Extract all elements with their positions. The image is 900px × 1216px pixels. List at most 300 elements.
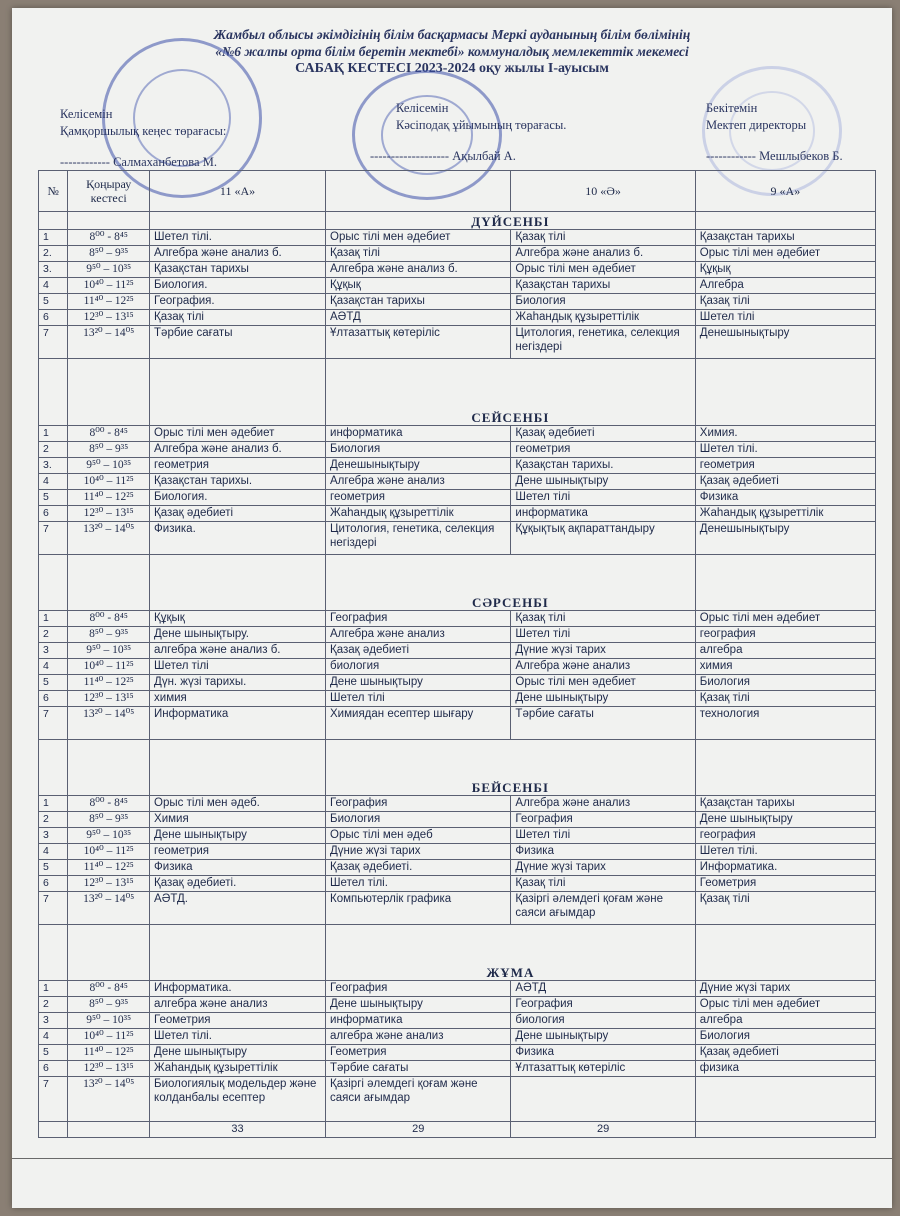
bell-time: 11⁴⁰ – 12²⁵ bbox=[68, 294, 150, 310]
class-blank-subject: Биология bbox=[326, 812, 511, 828]
class-10a-subject: Физика bbox=[511, 844, 695, 860]
bell-time: 10⁴⁰ – 11²⁵ bbox=[68, 278, 150, 294]
bell-time: 13²⁰ – 14⁰⁵ bbox=[68, 326, 150, 359]
class-10a-subject: Шетел тілі bbox=[511, 490, 695, 506]
class-blank-subject: Ұлтазаттық көтеріліс bbox=[326, 326, 511, 359]
bell-time: 9⁵⁰ – 10³⁵ bbox=[68, 1013, 150, 1029]
table-row bbox=[39, 828, 876, 844]
class-10a-subject: геометрия bbox=[511, 442, 695, 458]
class-11a-subject: Қазақ әдебиеті bbox=[150, 506, 326, 522]
class-11a-subject: алгебра және анализ б. bbox=[150, 643, 326, 659]
lesson-number: 2 bbox=[39, 812, 68, 828]
class-blank-subject: Химиядан есептер шығару bbox=[326, 707, 511, 740]
table-row bbox=[39, 1061, 876, 1077]
lesson-number: 4 bbox=[39, 659, 68, 675]
class-11a-subject: Құқық bbox=[150, 611, 326, 627]
table-row bbox=[39, 812, 876, 828]
bell-time: 10⁴⁰ – 11²⁵ bbox=[68, 844, 150, 860]
bell-time: 10⁴⁰ – 11²⁵ bbox=[68, 474, 150, 490]
bell-time: 13²⁰ – 14⁰⁵ bbox=[68, 522, 150, 555]
class-9a-subject: технология bbox=[695, 707, 875, 740]
header-cell-number: № bbox=[39, 171, 68, 212]
lesson-number: 7 bbox=[39, 707, 68, 740]
class-9a-subject: география bbox=[695, 627, 875, 643]
bell-time: 11⁴⁰ – 12²⁵ bbox=[68, 675, 150, 691]
day-header-blank bbox=[39, 925, 68, 981]
day-header-blank bbox=[39, 359, 68, 426]
bell-time: 13²⁰ – 14⁰⁵ bbox=[68, 892, 150, 925]
class-9a-subject: Қазақ тілі bbox=[695, 294, 875, 310]
class-10a-subject: Қазақ тілі bbox=[511, 230, 695, 246]
class-9a-subject: Қазақ тілі bbox=[695, 691, 875, 707]
table-row bbox=[39, 643, 876, 659]
class-10a-subject: Құқықтық ақпараттандыру bbox=[511, 522, 695, 555]
class-11a-subject: геометрия bbox=[150, 844, 326, 860]
lesson-number: 2. bbox=[39, 246, 68, 262]
approval-right-name: ------------ Мешлыбеков Б. bbox=[706, 149, 843, 163]
lesson-number: 6 bbox=[39, 506, 68, 522]
class-10a-subject: Дүние жүзі тарих bbox=[511, 860, 695, 876]
class-10a-subject bbox=[511, 1077, 695, 1122]
approval-left bbox=[60, 106, 226, 171]
day-header-blank bbox=[39, 740, 68, 796]
class-blank-subject: Компьютерлік графика bbox=[326, 892, 511, 925]
class-10a-subject: География bbox=[511, 812, 695, 828]
header-line-1: Жамбыл облысы әкімдігінің білім басқармасы Меркі ауданының білім бөлімінің bbox=[213, 27, 691, 42]
class-11a-subject: Қазақ тілі bbox=[150, 310, 326, 326]
total-cell bbox=[39, 1122, 68, 1138]
class-blank-subject: геометрия bbox=[326, 490, 511, 506]
lesson-number: 5 bbox=[39, 860, 68, 876]
class-9a-subject: Жаһандық құзыреттілік bbox=[695, 506, 875, 522]
class-10a-subject: Жаһандық құзыреттілік bbox=[511, 310, 695, 326]
total-cell: 29 bbox=[511, 1122, 695, 1138]
lesson-number: 3 bbox=[39, 1013, 68, 1029]
class-10a-subject: Шетел тілі bbox=[511, 828, 695, 844]
lesson-number: 3 bbox=[39, 828, 68, 844]
lesson-number: 6 bbox=[39, 691, 68, 707]
class-blank-subject: Геометрия bbox=[326, 1045, 511, 1061]
lesson-number: 2 bbox=[39, 442, 68, 458]
table-row bbox=[39, 490, 876, 506]
table-row bbox=[39, 860, 876, 876]
day-header-blank bbox=[695, 740, 875, 796]
class-10a-subject: Қазақ тілі bbox=[511, 876, 695, 892]
approval-left-word: Келісемін bbox=[60, 107, 113, 121]
class-11a-subject: АӘТД. bbox=[150, 892, 326, 925]
class-9a-subject: Геометрия bbox=[695, 876, 875, 892]
class-11a-subject: Орыс тілі мен әдеб. bbox=[150, 796, 326, 812]
class-10a-subject: Дене шынықтыру bbox=[511, 474, 695, 490]
table-row bbox=[39, 691, 876, 707]
class-9a-subject: Қазақстан тарихы bbox=[695, 230, 875, 246]
class-9a-subject: Биология bbox=[695, 675, 875, 691]
table-row bbox=[39, 659, 876, 675]
class-11a-subject: Информатика. bbox=[150, 981, 326, 997]
table-row bbox=[39, 230, 876, 246]
class-11a-subject: Биологиялық модельдер және колданбалы есептер bbox=[150, 1077, 326, 1122]
schedule-table bbox=[38, 170, 876, 1138]
class-9a-subject: геометрия bbox=[695, 458, 875, 474]
day-header-blank bbox=[695, 555, 875, 611]
table-row bbox=[39, 458, 876, 474]
table-row bbox=[39, 262, 876, 278]
class-9a-subject: Қазақ тілі bbox=[695, 892, 875, 925]
day-header-blank bbox=[695, 925, 875, 981]
total-cell: 33 bbox=[150, 1122, 326, 1138]
total-cell: 29 bbox=[326, 1122, 511, 1138]
class-11a-subject: Алгебра және анализ б. bbox=[150, 442, 326, 458]
bell-time: 12³⁰ – 13¹⁵ bbox=[68, 876, 150, 892]
class-11a-subject: Орыс тілі мен әдебиет bbox=[150, 426, 326, 442]
class-9a-subject: Орыс тілі мен әдебиет bbox=[695, 997, 875, 1013]
class-10a-subject: Ұлтазаттық көтеріліс bbox=[511, 1061, 695, 1077]
class-10a-subject: Алгебра және анализ bbox=[511, 796, 695, 812]
class-9a-subject: химия bbox=[695, 659, 875, 675]
day-name: БЕЙСЕНБІ bbox=[326, 740, 696, 796]
page-bottom-rule bbox=[12, 1158, 892, 1159]
approval-middle-name: ------------------- Ақылбай А. bbox=[370, 149, 516, 163]
class-blank-subject: алгебра және анализ bbox=[326, 1029, 511, 1045]
class-blank-subject: Шетел тілі. bbox=[326, 876, 511, 892]
class-blank-subject: Дене шынықтыру bbox=[326, 997, 511, 1013]
class-11a-subject: Жаһандық құзыреттілік bbox=[150, 1061, 326, 1077]
table-row bbox=[39, 278, 876, 294]
class-11a-subject: химия bbox=[150, 691, 326, 707]
table-row bbox=[39, 294, 876, 310]
class-10a-subject: Алгебра және анализ bbox=[511, 659, 695, 675]
class-blank-subject: Дүние жүзі тарих bbox=[326, 844, 511, 860]
class-9a-subject: Химия. bbox=[695, 426, 875, 442]
header-line-2: «№6 жалпы орта білім беретін мектебі» коммуналдық мемлекеттік мекемесі bbox=[215, 44, 689, 59]
table-row bbox=[39, 1013, 876, 1029]
lesson-number: 1 bbox=[39, 611, 68, 627]
day-name: СЕЙСЕНБІ bbox=[326, 359, 696, 426]
approval-middle-word: Келісемін bbox=[396, 101, 449, 115]
day-header-blank bbox=[150, 925, 326, 981]
header-row bbox=[39, 171, 876, 212]
lesson-number: 1 bbox=[39, 426, 68, 442]
class-9a-subject: Дене шынықтыру bbox=[695, 812, 875, 828]
table-row bbox=[39, 506, 876, 522]
class-blank-subject: информатика bbox=[326, 1013, 511, 1029]
bell-time: 8⁰⁰ - 8⁴⁵ bbox=[68, 426, 150, 442]
class-10a-subject: Орыс тілі мен әдебиет bbox=[511, 262, 695, 278]
class-11a-subject: Биология. bbox=[150, 490, 326, 506]
lesson-number: 4 bbox=[39, 844, 68, 860]
bell-time: 8⁰⁰ - 8⁴⁵ bbox=[68, 796, 150, 812]
class-11a-subject: Физика bbox=[150, 860, 326, 876]
class-9a-subject: Денешынықтыру bbox=[695, 522, 875, 555]
class-11a-subject: Дене шынықтыру bbox=[150, 828, 326, 844]
class-10a-subject: Орыс тілі мен әдебиет bbox=[511, 675, 695, 691]
approval-left-role: Қамқоршылық кеңес төрағасы: bbox=[60, 124, 227, 138]
approval-right bbox=[706, 100, 843, 165]
table-row bbox=[39, 892, 876, 925]
class-blank-subject: Орыс тілі мен әдеб bbox=[326, 828, 511, 844]
class-10a-subject: Физика bbox=[511, 1045, 695, 1061]
day-header-blank bbox=[68, 740, 150, 796]
class-9a-subject: Шетел тілі. bbox=[695, 442, 875, 458]
class-10a-subject: Дене шынықтыру bbox=[511, 691, 695, 707]
class-10a-subject: Биология bbox=[511, 294, 695, 310]
header-cell-class-10a: 10 «Ә» bbox=[511, 171, 695, 212]
class-10a-subject: Алгебра және анализ б. bbox=[511, 246, 695, 262]
class-10a-subject: Дүние жүзі тарих bbox=[511, 643, 695, 659]
lesson-number: 3 bbox=[39, 643, 68, 659]
header-cell-bell: Қоңырау кестесі bbox=[68, 171, 150, 212]
bell-time: 8⁰⁰ - 8⁴⁵ bbox=[68, 230, 150, 246]
lesson-number: 6 bbox=[39, 310, 68, 326]
bell-time: 8⁵⁰ – 9³⁵ bbox=[68, 997, 150, 1013]
bell-time: 8⁰⁰ - 8⁴⁵ bbox=[68, 981, 150, 997]
class-blank-subject: Алгебра және анализ bbox=[326, 474, 511, 490]
bell-time: 13²⁰ – 14⁰⁵ bbox=[68, 1077, 150, 1122]
class-blank-subject: Қазақстан тарихы bbox=[326, 294, 511, 310]
bell-time: 13²⁰ – 14⁰⁵ bbox=[68, 707, 150, 740]
class-10a-subject: География bbox=[511, 997, 695, 1013]
approval-right-role: Мектеп директоры bbox=[706, 118, 807, 132]
table-row bbox=[39, 310, 876, 326]
class-blank-subject: Тәрбие сағаты bbox=[326, 1061, 511, 1077]
day-header-blank bbox=[150, 359, 326, 426]
class-blank-subject: информатика bbox=[326, 426, 511, 442]
class-9a-subject: Шетел тілі bbox=[695, 310, 875, 326]
class-blank-subject: биология bbox=[326, 659, 511, 675]
class-11a-subject: Дене шынықтыру. bbox=[150, 627, 326, 643]
approval-left-name: ------------ Салмаханбетова М. bbox=[60, 155, 217, 169]
bell-time: 11⁴⁰ – 12²⁵ bbox=[68, 490, 150, 506]
table-row bbox=[39, 1029, 876, 1045]
class-10a-subject: АӘТД bbox=[511, 981, 695, 997]
bell-time: 10⁴⁰ – 11²⁵ bbox=[68, 659, 150, 675]
class-9a-subject: Қазақ әдебиеті bbox=[695, 474, 875, 490]
class-10a-subject: Қазіргі әлемдегі қоғам және саяси ағымдар bbox=[511, 892, 695, 925]
lesson-number: 3. bbox=[39, 262, 68, 278]
class-9a-subject: Дүние жүзі тарих bbox=[695, 981, 875, 997]
day-name: ЖҰМА bbox=[326, 925, 696, 981]
bell-time: 12³⁰ – 13¹⁵ bbox=[68, 1061, 150, 1077]
class-9a-subject: алгебра bbox=[695, 643, 875, 659]
lesson-number: 7 bbox=[39, 1077, 68, 1122]
bell-time: 8⁵⁰ – 9³⁵ bbox=[68, 627, 150, 643]
totals-row bbox=[39, 1122, 876, 1138]
bell-time: 11⁴⁰ – 12²⁵ bbox=[68, 1045, 150, 1061]
table-row bbox=[39, 326, 876, 359]
lesson-number: 4 bbox=[39, 1029, 68, 1045]
lesson-number: 4 bbox=[39, 474, 68, 490]
bell-time: 9⁵⁰ – 10³⁵ bbox=[68, 828, 150, 844]
class-blank-subject: География bbox=[326, 796, 511, 812]
class-9a-subject: Физика bbox=[695, 490, 875, 506]
bell-time: 8⁵⁰ – 9³⁵ bbox=[68, 246, 150, 262]
class-blank-subject: Қазақ тілі bbox=[326, 246, 511, 262]
class-11a-subject: Шетел тілі. bbox=[150, 230, 326, 246]
class-11a-subject: Алгебра және анализ б. bbox=[150, 246, 326, 262]
class-11a-subject: Химия bbox=[150, 812, 326, 828]
lesson-number: 7 bbox=[39, 522, 68, 555]
class-9a-subject: Құқық bbox=[695, 262, 875, 278]
lesson-number: 1 bbox=[39, 796, 68, 812]
class-blank-subject: Қазақ әдебиеті bbox=[326, 643, 511, 659]
day-header-row bbox=[39, 925, 876, 981]
class-10a-subject: Дене шынықтыру bbox=[511, 1029, 695, 1045]
bell-time: 8⁰⁰ - 8⁴⁵ bbox=[68, 611, 150, 627]
class-11a-subject: Дүн. жүзі тарихы. bbox=[150, 675, 326, 691]
bell-time: 12³⁰ – 13¹⁵ bbox=[68, 506, 150, 522]
schedule-body bbox=[39, 212, 876, 1138]
header-cell-class-11a: 11 «А» bbox=[150, 171, 326, 212]
class-blank-subject: АӘТД bbox=[326, 310, 511, 326]
day-header-blank bbox=[39, 555, 68, 611]
header-cell-class-9a: 9 «А» bbox=[695, 171, 875, 212]
header-cell-class-blank bbox=[326, 171, 511, 212]
total-cell bbox=[695, 1122, 875, 1138]
table-row bbox=[39, 876, 876, 892]
table-row bbox=[39, 474, 876, 490]
page-title: САБАҚ КЕСТЕСІ 2023-2024 оқу жылы I-ауысым bbox=[295, 61, 609, 76]
day-header-row bbox=[39, 359, 876, 426]
lesson-number: 5 bbox=[39, 1045, 68, 1061]
class-10a-subject: биология bbox=[511, 1013, 695, 1029]
lesson-number: 7 bbox=[39, 892, 68, 925]
class-10a-subject: Қазақ әдебиеті bbox=[511, 426, 695, 442]
class-blank-subject: Шетел тілі bbox=[326, 691, 511, 707]
bell-time: 12³⁰ – 13¹⁵ bbox=[68, 310, 150, 326]
class-blank-subject: Орыс тілі мен әдебиет bbox=[326, 230, 511, 246]
class-11a-subject: Дене шынықтыру bbox=[150, 1045, 326, 1061]
approval-middle-role: Кәсіподақ ұйымының төрағасы. bbox=[396, 118, 567, 132]
bell-time: 8⁵⁰ – 9³⁵ bbox=[68, 442, 150, 458]
class-9a-subject: Қазақ әдебиеті bbox=[695, 1045, 875, 1061]
class-11a-subject: Физика. bbox=[150, 522, 326, 555]
day-header-row bbox=[39, 212, 876, 230]
class-11a-subject: Геометрия bbox=[150, 1013, 326, 1029]
lesson-number: 1 bbox=[39, 230, 68, 246]
class-11a-subject: геометрия bbox=[150, 458, 326, 474]
lesson-number: 6 bbox=[39, 1061, 68, 1077]
lesson-number: 2 bbox=[39, 997, 68, 1013]
table-row bbox=[39, 611, 876, 627]
class-blank-subject: Дене шынықтыру bbox=[326, 675, 511, 691]
day-header-blank bbox=[150, 740, 326, 796]
class-blank-subject: Алгебра және анализ bbox=[326, 627, 511, 643]
lesson-number: 4 bbox=[39, 278, 68, 294]
table-row bbox=[39, 675, 876, 691]
table-row bbox=[39, 796, 876, 812]
day-header-row bbox=[39, 555, 876, 611]
bell-time: 9⁵⁰ – 10³⁵ bbox=[68, 643, 150, 659]
class-11a-subject: Биология. bbox=[150, 278, 326, 294]
class-blank-subject: География bbox=[326, 611, 511, 627]
table-row bbox=[39, 246, 876, 262]
class-blank-subject: Құқық bbox=[326, 278, 511, 294]
bell-time: 9⁵⁰ – 10³⁵ bbox=[68, 458, 150, 474]
class-blank-subject: Цитология, генетика, селекция негіздері bbox=[326, 522, 511, 555]
class-11a-subject: География. bbox=[150, 294, 326, 310]
class-11a-subject: Қазақ әдебиеті. bbox=[150, 876, 326, 892]
class-9a-subject: география bbox=[695, 828, 875, 844]
lesson-number: 7 bbox=[39, 326, 68, 359]
day-header-blank bbox=[39, 212, 68, 230]
lesson-number: 5 bbox=[39, 294, 68, 310]
class-11a-subject: Қазақстан тарихы bbox=[150, 262, 326, 278]
class-9a-subject: Денешынықтыру bbox=[695, 326, 875, 359]
class-blank-subject: Биология bbox=[326, 442, 511, 458]
table-row bbox=[39, 1077, 876, 1122]
day-header-blank bbox=[695, 212, 875, 230]
class-11a-subject: Информатика bbox=[150, 707, 326, 740]
class-blank-subject: Қазақ әдебиеті. bbox=[326, 860, 511, 876]
class-11a-subject: Шетел тілі. bbox=[150, 1029, 326, 1045]
day-header-blank bbox=[695, 359, 875, 426]
class-11a-subject: алгебра және анализ bbox=[150, 997, 326, 1013]
class-blank-subject: Жаһандық құзыреттілік bbox=[326, 506, 511, 522]
class-10a-subject: Шетел тілі bbox=[511, 627, 695, 643]
table-row bbox=[39, 997, 876, 1013]
class-blank-subject: Денешынықтыру bbox=[326, 458, 511, 474]
class-9a-subject: Орыс тілі мен әдебиет bbox=[695, 611, 875, 627]
table-row bbox=[39, 522, 876, 555]
lesson-number: 5 bbox=[39, 490, 68, 506]
bell-time: 12³⁰ – 13¹⁵ bbox=[68, 691, 150, 707]
table-row bbox=[39, 707, 876, 740]
day-header-blank bbox=[68, 212, 150, 230]
total-cell bbox=[68, 1122, 150, 1138]
table-row bbox=[39, 1045, 876, 1061]
class-9a-subject: Биология bbox=[695, 1029, 875, 1045]
class-11a-subject: Шетел тілі bbox=[150, 659, 326, 675]
table-row bbox=[39, 844, 876, 860]
table-row bbox=[39, 426, 876, 442]
class-10a-subject: Тәрбие сағаты bbox=[511, 707, 695, 740]
day-header-row bbox=[39, 740, 876, 796]
class-9a-subject: Информатика. bbox=[695, 860, 875, 876]
class-blank-subject: Қазіргі әлемдегі қоғам және саяси ағымдар bbox=[326, 1077, 511, 1122]
class-11a-subject: Тәрбие сағаты bbox=[150, 326, 326, 359]
class-10a-subject: информатика bbox=[511, 506, 695, 522]
approval-right-word: Бекітемін bbox=[706, 101, 758, 115]
class-9a-subject bbox=[695, 1077, 875, 1122]
approval-middle bbox=[370, 100, 566, 165]
lesson-number: 1 bbox=[39, 981, 68, 997]
day-header-blank bbox=[68, 925, 150, 981]
class-10a-subject: Қазақ тілі bbox=[511, 611, 695, 627]
lesson-number: 2 bbox=[39, 627, 68, 643]
class-9a-subject: Алгебра bbox=[695, 278, 875, 294]
day-name: ДҮЙСЕНБІ bbox=[326, 212, 696, 230]
table-row bbox=[39, 627, 876, 643]
day-header-blank bbox=[68, 555, 150, 611]
bell-time: 10⁴⁰ – 11²⁵ bbox=[68, 1029, 150, 1045]
day-header-blank bbox=[150, 555, 326, 611]
class-9a-subject: алгебра bbox=[695, 1013, 875, 1029]
class-11a-subject: Қазақстан тарихы. bbox=[150, 474, 326, 490]
lesson-number: 6 bbox=[39, 876, 68, 892]
bell-time: 8⁵⁰ – 9³⁵ bbox=[68, 812, 150, 828]
class-9a-subject: Қазақстан тарихы bbox=[695, 796, 875, 812]
lesson-number: 3. bbox=[39, 458, 68, 474]
day-header-blank bbox=[68, 359, 150, 426]
day-header-blank bbox=[150, 212, 326, 230]
class-9a-subject: физика bbox=[695, 1061, 875, 1077]
bell-time: 9⁵⁰ – 10³⁵ bbox=[68, 262, 150, 278]
class-10a-subject: Қазақстан тарихы bbox=[511, 278, 695, 294]
class-blank-subject: Алгебра және анализ б. bbox=[326, 262, 511, 278]
lesson-number: 5 bbox=[39, 675, 68, 691]
class-9a-subject: Шетел тілі. bbox=[695, 844, 875, 860]
class-blank-subject: География bbox=[326, 981, 511, 997]
